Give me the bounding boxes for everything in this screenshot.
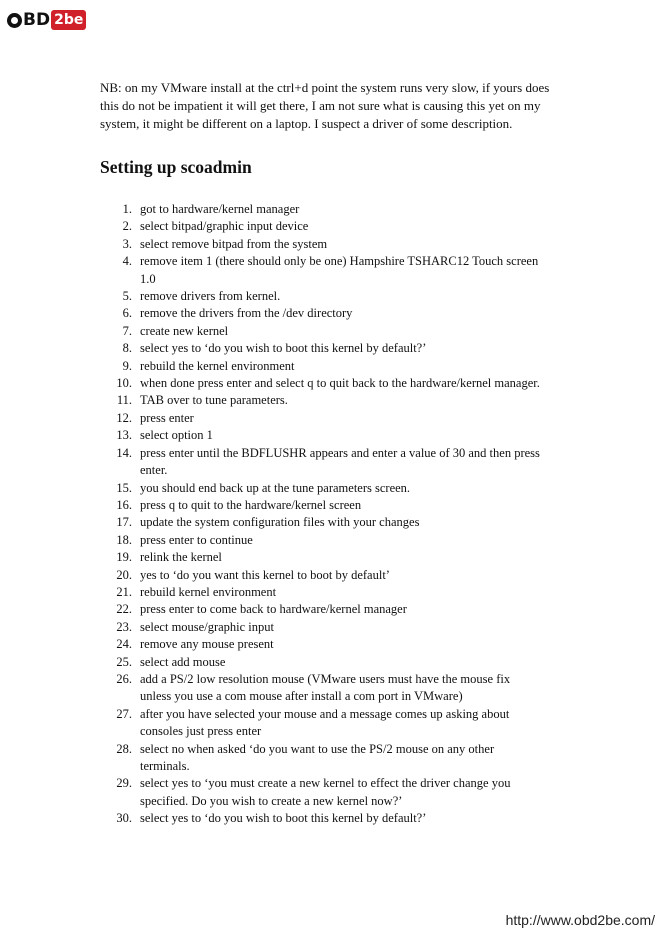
list-item-text: TAB over to tune parameters. [140,393,288,408]
list-item-number: 13. [116,428,132,443]
list-item [0,288,540,305]
list-item-number: 17. [116,515,132,530]
list-item-text: select option 1 [140,428,213,443]
list-item [0,340,540,357]
logo-o-icon [7,13,22,28]
list-item-number: 12. [116,410,132,425]
logo-obd-mark [7,10,50,30]
list-item [0,601,540,618]
list-item [0,427,540,444]
list-item-number: 10. [116,376,132,391]
footer-url: http://www.obd2be.com/ [505,912,655,928]
list-item-number: 7. [122,323,132,338]
list-item-number: 21. [116,584,132,599]
list-item [0,619,540,636]
list-item-text: press q to quit to the hardware/kernel screen [140,497,362,512]
list-item-number: 19. [116,550,132,565]
nb-paragraph: NB: on my VMware install at the ctrl+d point the system runs very slow, if yours does this do not be impatient it will get there, I am not sure what is causing this yet on my system, it might be different on a laptop. I suspect a driver of some description. [100,80,550,131]
list-item-number: 29. [116,776,132,791]
list-item-number: 24. [116,637,132,652]
list-item [0,584,540,601]
list-item [0,567,540,584]
list-item-number: 9. [122,358,132,373]
list-item [0,741,540,776]
list-item [0,532,540,549]
list-item-number: 18. [116,532,132,547]
list-item [0,201,540,218]
list-item-text: create new kernel [140,323,229,338]
list-item [0,253,540,288]
list-item-text: add a PS/2 low resolution mouse (VMware users must have the mouse fix unless you use a com mouse after install a com port in VMware) [140,671,511,704]
section-heading: Setting up scoadmin [100,157,252,177]
list-item-text: press enter until the BDFLUSHR appears and enter a value of 30 and then press enter. [140,445,540,478]
list-item-text: select no when asked ‘do you want to use the PS/2 mouse on any other terminals. [140,741,495,773]
list-item-number: 2. [122,219,132,234]
list-item-text: press enter [140,410,194,425]
list-item [0,636,540,653]
list-item [0,514,540,531]
list-item-number: 6. [122,306,132,321]
list-item-number: 11. [116,393,132,408]
list-item [0,810,540,827]
site-logo [7,9,86,31]
list-item-text: rebuild the kernel environment [140,358,295,373]
list-item-text: press enter to continue [140,532,253,547]
list-item-number: 15. [116,480,132,495]
list-item-number: 23. [116,619,132,634]
list-item-text: remove any mouse present [140,637,274,652]
list-item [0,445,540,480]
list-item-number: 26. [116,671,132,686]
list-item [0,706,540,741]
list-item-text: got to hardware/kernel manager [140,202,300,216]
list-item-text: select add mouse [140,654,226,669]
list-item [0,410,540,427]
list-item [0,480,540,497]
list-item [0,549,540,566]
logo-left-text: BD [23,10,51,30]
list-item-text: select yes to ‘you must create a new kernel to effect the driver change you specified. Do you wish to create a new kernel now?’ [140,776,511,808]
list-item [0,323,540,340]
list-item [0,218,540,235]
list-item [0,775,540,810]
list-item-text: select remove bitpad from the system [140,236,328,251]
list-item-number: 16. [116,497,132,512]
list-item-text: remove drivers from kernel. [140,289,281,304]
list-item-text: select yes to ‘do you wish to boot this kernel by default?’ [140,811,427,826]
list-item-text: select mouse/graphic input [140,619,274,634]
list-item-text: select yes to ‘do you wish to boot this kernel by default?’ [140,341,427,356]
list-item [0,236,540,253]
list-item-number: 20. [116,567,132,582]
list-item-text: you should end back up at the tune parameters screen. [140,480,411,495]
logo-red-box: 2be [51,10,86,30]
list-item [0,305,540,322]
list-item-text: update the system configuration files with your changes [140,515,420,530]
list-item [0,375,540,392]
list-item-number: 3. [122,236,132,251]
list-item [0,671,540,706]
list-item [0,358,540,375]
list-item-text: yes to ‘do you want this kernel to boot by default’ [140,567,390,582]
list-item [0,654,540,671]
list-item-number: 22. [116,602,132,617]
list-item-text: remove item 1 (there should only be one) Hampshire TSHARC12 Touch screen 1.0 [140,254,539,286]
list-item-text: remove the drivers from the /dev directory [140,306,353,321]
list-item-number: 14. [116,445,132,460]
list-item-number: 1. [122,202,132,216]
list-item-text: select bitpad/graphic input device [140,219,309,234]
list-item-number: 30. [116,811,132,826]
list-item-number: 5. [122,289,132,304]
list-item-number: 8. [122,341,132,356]
list-item-text: after you have selected your mouse and a message comes up asking about consoles just press enter [140,706,510,739]
list-item-number: 4. [122,254,132,269]
list-item [0,497,540,514]
list-item-text: press enter to come back to hardware/kernel manager [140,602,407,617]
list-item-text: relink the kernel [140,550,222,565]
list-item-number: 27. [116,706,132,721]
list-item-text: when done press enter and select q to quit back to the hardware/kernel manager. [140,376,540,391]
list-item-number: 28. [116,741,132,756]
list-item [0,392,540,409]
list-item-number: 25. [116,654,132,669]
list-item-text: rebuild kernel environment [140,584,277,599]
steps-list [0,201,540,828]
